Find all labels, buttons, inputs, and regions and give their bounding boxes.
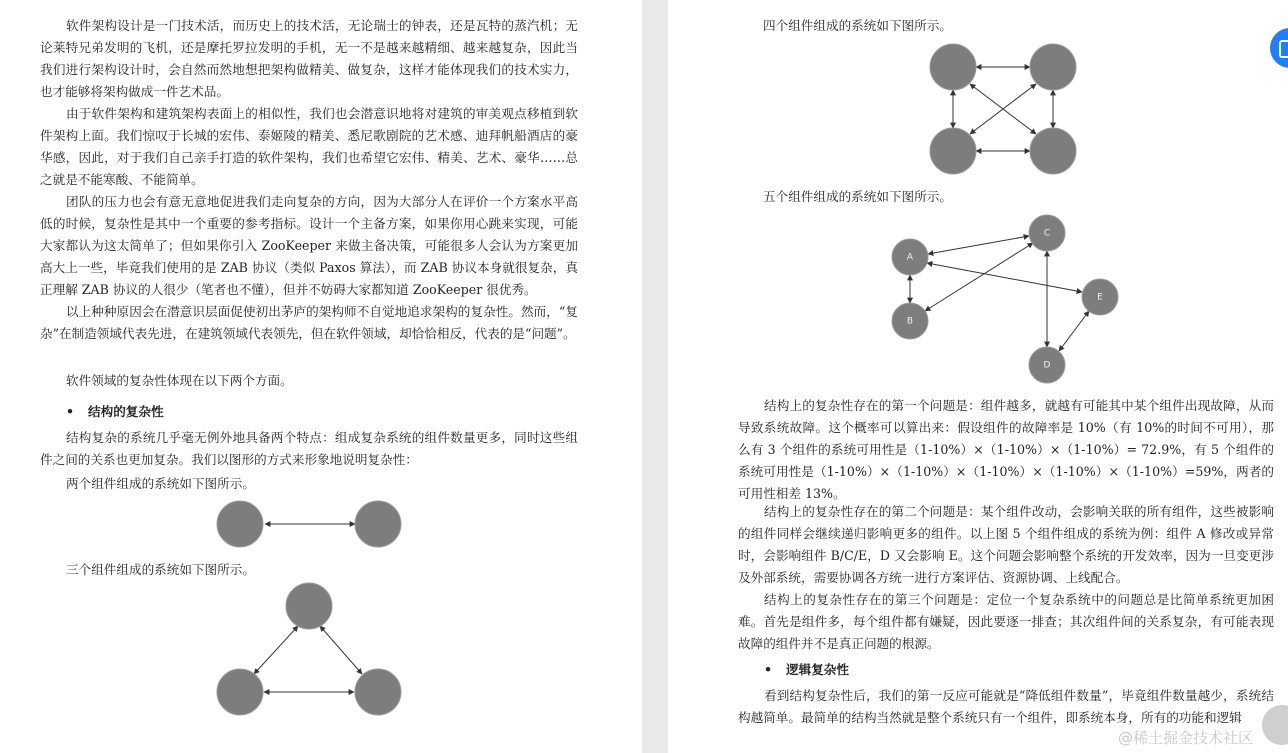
diagram-two-components (210, 496, 410, 552)
heading-structure-text: 结构的复杂性 (88, 404, 164, 419)
node-label-d: D (1043, 360, 1051, 371)
node-label-e: E (1097, 292, 1103, 303)
caption-five-components: 五个组件组成的系统如下图所示。 (763, 189, 952, 204)
node-label-c: C (1043, 228, 1051, 239)
node-label-a: A (906, 252, 914, 263)
paragraph-architecture-analogy: 由于软件架构和建筑架构表面上的相似性，我们也会潜意识地将对建筑的审美观点移植到软件架构上面。我们惊叹于长城的宏伟、泰姬陵的精美、悉尼歌剧院的艺术感、迪拜帆船酒店的豪华感，因此，对于我们自己亲手打造的软件架构，我们也希望它宏伟、精美、艺术、豪华……总之就是不能寒酸、不能简单。 (40, 106, 578, 187)
node-label-b: B (906, 316, 914, 327)
paragraph-problem-two: 结构上的复杂性存在的第二个问题是：某个组件改动，会影响关联的所有组件，这些被影响的组件同样会继续递归影响更多的组件。以上图 5 个组件组成的系统为例：组件 A 修改或异常时，会影响组件 B/C/E，D 又会影响 E。这个问题会影响整个系统的开发效率，因为一旦变更涉及外部系统，需要协调各方统一进行方案评估、资源协调、上线配合。 (738, 504, 1274, 585)
paragraph-problem-three: 结构上的复杂性存在的第三个问题是：定位一个复杂系统中的问题总是比简单系统更加困难。首先是组件多，每个组件都有嫌疑，因此要逐一排查；其次组件间的关系复杂，有可能表现故障的组件并不是真正问题的根源。 (738, 592, 1274, 651)
document-page-left (0, 0, 642, 753)
edge-a-c (928, 236, 1029, 254)
paragraph-complexity-problem: 以上种种原因会在潜意识层面促使初出茅庐的架构师不自觉地追求架构的复杂性。然而，“复杂”在制造领域代表先进，在建筑领域代表领先，但在软件领域，却恰恰相反，代表的是“问题”。 (40, 304, 578, 341)
heading-logic-text: 逻辑复杂性 (786, 662, 849, 677)
paragraph-problem-one: 结构上的复杂性存在的第一个问题是：组件越多，就越有可能其中某个组件出现故障，从而导致系统故障。这个概率可以算出来：假设组件的故障率是 10%（有 10%的时间不可用），那么有 3 个组件的系统可用性是（1-10%）×（1-10%）×（1-10%）= 72.9%，有 5 个组件的系统可用性是（1-10%）×（1-10%）×（1-10%）×（1-10%）×（1-10%）=59%，两者的可用性相差 13%。 (738, 398, 1274, 501)
diagram-five-components (883, 210, 1133, 385)
edge-top-left (254, 626, 298, 674)
diagram-four-components (923, 40, 1093, 182)
node-four-bottom-left (930, 128, 976, 174)
watermark: @稀土掘金技术社区 (1118, 729, 1254, 747)
caption-three-components: 三个组件组成的系统如下图所示。 (66, 562, 255, 577)
diagram-three-components (210, 582, 410, 722)
node-three-top (286, 583, 332, 629)
paragraph-two-aspects: 软件领域的复杂性体现在以下两个方面。 (66, 373, 293, 388)
bullet-marker-right: • (764, 662, 773, 677)
heading-structure-complexity (66, 401, 164, 423)
paragraph-team-pressure: 团队的压力也会有意无意地促进我们走向复杂的方向，因为大部分人在评价一个方案水平高低的时候，复杂性是其中一个重要的参考指标。设计一个主备方案，如果你用心跳来实现，可能大家都认为这太简单了；但如果你引入 ZooKeeper 来做主备决策，可能很多人会认为方案更加高大上一些，毕竟我们使用的是 ZAB 协议（类似 Paxos 算法），而 ZAB 协议本身就很复杂，真正理解 ZAB 协议的人很少（笔者也不懂），但并不妨碍大家都知道 ZooKeeper 很优秀。 (40, 194, 578, 297)
node-three-right (355, 669, 401, 715)
paragraph-structure-intro: 结构复杂的系统几乎毫无例外地具备两个特点：组成复杂系统的组件数量更多，同时这些组件之间的关系也更加复杂。我们以图形的方式来形象地说明复杂性： (40, 430, 578, 467)
node-four-top-left (930, 44, 976, 90)
edge-a-e (927, 263, 1082, 292)
edge-b-c (925, 243, 1033, 311)
node-four-top-right (1030, 44, 1076, 90)
edge-top-right (320, 626, 362, 674)
document-page-right (668, 0, 1288, 753)
paragraph-intro: 软件架构设计是一门技术活，而历史上的技术活，无论瑞士的钟表，还是瓦特的蒸汽机；无论莱特兄弟发明的飞机，还是摩托罗拉发明的手机，无一不是越来越精细、越来越复杂，因此当我们进行架构设计时，会自然而然地想把架构做精美、做复杂，这样才能体现我们的技术实力，也才能够将架构做成一件艺术品。 (40, 18, 578, 99)
node-three-left (217, 669, 263, 715)
paragraph-logic-intro: 看到结构复杂性后，我们的第一反应可能就是“降低组件数量”，毕竟组件数量越少，系统结构越简单。最简单的结构当然就是整个系统只有一个组件，即系统本身，所有的功能和逻辑 (738, 688, 1274, 725)
edge-e-d (1059, 311, 1089, 351)
node-two-left (217, 501, 263, 547)
caption-four-components: 四个组件组成的系统如下图所示。 (763, 18, 952, 33)
bullet-marker: • (66, 404, 75, 419)
heading-logic-complexity (764, 659, 849, 681)
node-two-right (355, 501, 401, 547)
caption-two-components: 两个组件组成的系统如下图所示。 (66, 476, 255, 491)
document-icon (1279, 40, 1288, 58)
node-four-bottom-right (1030, 128, 1076, 174)
